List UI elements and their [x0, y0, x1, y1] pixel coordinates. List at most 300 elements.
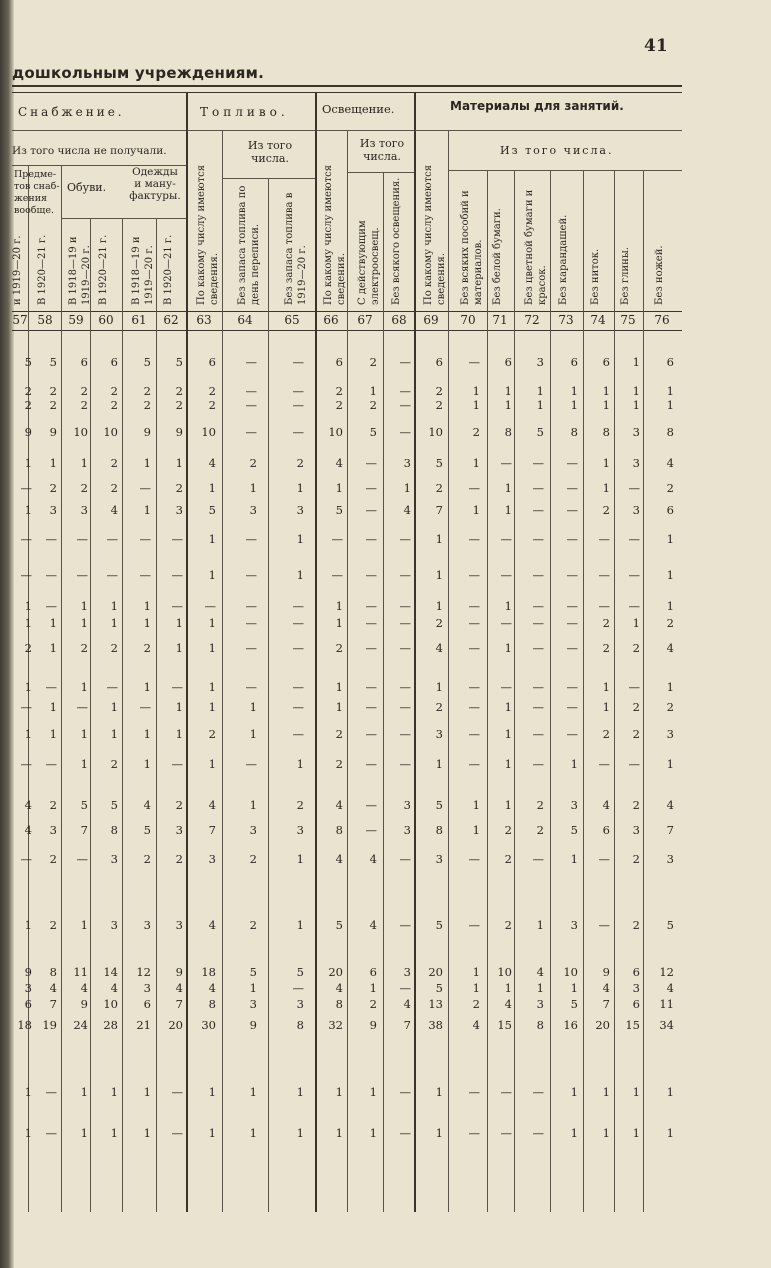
table-cell: —: [399, 981, 411, 995]
column-header-71: Без белой бумаги.: [492, 208, 503, 305]
table-cell: 2: [175, 852, 183, 866]
table-cell: —: [566, 700, 578, 714]
table-cell: 2: [143, 398, 151, 412]
table-cell: 4: [110, 503, 118, 517]
table-cell: 2: [369, 997, 377, 1011]
table-cell: —: [365, 616, 377, 630]
table-cell: 1: [80, 1126, 88, 1140]
table-cell: 1: [666, 532, 674, 546]
table-cell: 1: [296, 568, 304, 582]
table-cell: 2: [49, 852, 57, 866]
table-cell: 1: [435, 680, 443, 694]
table-cell: 7: [602, 997, 610, 1011]
table-cell: —: [399, 384, 411, 398]
table-cell: 2: [335, 727, 343, 741]
table-cell: 2: [110, 481, 118, 495]
table-cell: —: [532, 757, 544, 771]
table-cell: —: [292, 981, 304, 995]
table-cell: 1: [666, 568, 674, 582]
table-cell: 8: [335, 823, 343, 837]
table-cell: 1: [435, 568, 443, 582]
table-cell: 2: [632, 852, 640, 866]
table-cell: 1: [143, 680, 151, 694]
table-cell: 8: [536, 1018, 544, 1032]
table-cell: 6: [80, 355, 88, 369]
table-cell: 7: [80, 823, 88, 837]
table-cell: 2: [536, 798, 544, 812]
column-number: 70: [460, 313, 476, 327]
table-cell: 2: [666, 700, 674, 714]
table-cell: 2: [369, 398, 377, 412]
table-cell: —: [468, 568, 480, 582]
table-cell: 1: [570, 852, 578, 866]
table-cell: 9: [49, 425, 57, 439]
table-cell: 1: [369, 384, 377, 398]
table-cell: 2: [435, 700, 443, 714]
table-cell: 1: [472, 798, 480, 812]
table-cell: 2: [602, 727, 610, 741]
table-cell: 1: [208, 532, 216, 546]
table-cell: 3: [403, 456, 411, 470]
table-cell: —: [171, 1085, 183, 1099]
table-cell: 2: [143, 384, 151, 398]
table-cell: 1: [110, 599, 118, 613]
column-number: 71: [492, 313, 508, 327]
table-cell: —: [292, 425, 304, 439]
table-cell: —: [598, 568, 610, 582]
col-sep: [268, 178, 269, 1212]
col-sep: [222, 130, 223, 1212]
table-cell: —: [468, 599, 480, 613]
table-cell: 1: [472, 398, 480, 412]
table-cell: 1: [632, 398, 640, 412]
table-cell: 1: [435, 599, 443, 613]
table-cell: 24: [73, 1018, 88, 1032]
table-cell: —: [468, 616, 480, 630]
table-cell: 1: [504, 503, 512, 517]
table-cell: 2: [49, 798, 57, 812]
table-cell: 1: [143, 727, 151, 741]
table-cell: 4: [369, 852, 377, 866]
table-cell: 1: [80, 616, 88, 630]
table-cell: 9: [602, 965, 610, 979]
table-cell: 4: [208, 798, 216, 812]
table-cell: 4: [110, 981, 118, 995]
table-cell: 9: [24, 425, 32, 439]
table-cell: —: [365, 757, 377, 771]
table-cell: 1: [335, 680, 343, 694]
table-cell: 20: [428, 965, 443, 979]
table-cell: 1: [175, 616, 183, 630]
table-cell: 4: [602, 981, 610, 995]
table-cell: 6: [110, 355, 118, 369]
column-header-69: По какому числу имеются сведения.: [423, 164, 447, 305]
table-cell: —: [532, 568, 544, 582]
table-cell: 2: [49, 481, 57, 495]
group-subtitle-supply: Из того числа не получали.: [12, 145, 167, 157]
table-cell: 1: [110, 700, 118, 714]
table-cell: 1: [435, 1126, 443, 1140]
table-cell: —: [468, 852, 480, 866]
table-cell: 1: [143, 1085, 151, 1099]
table-cell: 2: [249, 918, 257, 932]
table-cell: 1: [24, 1126, 32, 1140]
table-cell: —: [532, 727, 544, 741]
column-header-68: Без всякого освещения.: [391, 177, 402, 305]
table-cell: —: [532, 680, 544, 694]
table-cell: —: [532, 1085, 544, 1099]
table-cell: 1: [49, 616, 57, 630]
table-cell: —: [245, 532, 257, 546]
table-cell: 28: [103, 1018, 118, 1032]
table-cell: —: [331, 568, 343, 582]
table-cell: 3: [296, 823, 304, 837]
table-cell: —: [628, 680, 640, 694]
group-title-light: Освещение.: [322, 102, 395, 116]
table-cell: 1: [602, 456, 610, 470]
table-cell: 2: [632, 798, 640, 812]
table-cell: —: [468, 1085, 480, 1099]
table-cell: —: [20, 757, 32, 771]
table-cell: 1: [296, 532, 304, 546]
table-cell: 5: [435, 918, 443, 932]
table-cell: —: [598, 757, 610, 771]
table-cell: —: [292, 599, 304, 613]
table-cell: —: [106, 680, 118, 694]
group-title-fuel: Топливо.: [200, 105, 289, 119]
column-number: 63: [196, 313, 212, 327]
table-cell: —: [45, 568, 57, 582]
table-cell: 1: [335, 599, 343, 613]
table-cell: 8: [602, 425, 610, 439]
table-cell: —: [628, 599, 640, 613]
table-cell: —: [532, 641, 544, 655]
table-cell: 2: [602, 503, 610, 517]
table-cell: 15: [497, 1018, 512, 1032]
table-cell: —: [171, 568, 183, 582]
table-cell: 8: [49, 965, 57, 979]
col-sep: [122, 218, 123, 1212]
table-cell: 2: [632, 727, 640, 741]
table-cell: 2: [80, 481, 88, 495]
table-cell: 1: [24, 727, 32, 741]
table-cell: 15: [625, 1018, 640, 1032]
table-cell: 1: [369, 1126, 377, 1140]
table-cell: 1: [504, 981, 512, 995]
separator-supply-fuel: [186, 92, 188, 1212]
table-cell: —: [468, 1126, 480, 1140]
table-cell: —: [598, 852, 610, 866]
table-cell: 2: [504, 823, 512, 837]
table-cell: 3: [403, 965, 411, 979]
table-cell: 2: [536, 823, 544, 837]
table-cell: 1: [472, 981, 480, 995]
table-cell: 2: [602, 641, 610, 655]
table-cell: 1: [24, 456, 32, 470]
table-cell: 1: [175, 641, 183, 655]
table-cell: 14: [103, 965, 118, 979]
table-cell: —: [566, 616, 578, 630]
table-cell: 6: [602, 823, 610, 837]
table-cell: —: [399, 398, 411, 412]
table-cell: —: [598, 599, 610, 613]
table-cell: 1: [472, 384, 480, 398]
table-cell: 2: [49, 384, 57, 398]
table-cell: 2: [49, 398, 57, 412]
table-cell: 1: [80, 599, 88, 613]
table-cell: —: [468, 727, 480, 741]
column-header-64: Без запаса топлива по день переписи.: [237, 185, 261, 305]
table-cell: —: [500, 532, 512, 546]
table-cell: 1: [666, 1085, 674, 1099]
table-cell: —: [532, 532, 544, 546]
table-cell: 3: [80, 503, 88, 517]
table-cell: 1: [504, 384, 512, 398]
table-cell: 2: [49, 918, 57, 932]
table-cell: 4: [472, 1018, 480, 1032]
table-cell: —: [139, 532, 151, 546]
table-cell: 6: [335, 355, 343, 369]
table-cell: 11: [659, 997, 674, 1011]
column-header-75: Без глины.: [620, 247, 631, 305]
column-header-74: Без ниток.: [590, 248, 601, 305]
header-top-rule: [12, 92, 682, 93]
table-cell: 1: [602, 384, 610, 398]
fuel-sub-rule-2: [222, 178, 315, 179]
table-cell: 2: [296, 456, 304, 470]
table-cell: 1: [249, 1126, 257, 1140]
table-cell: 3: [175, 918, 183, 932]
table-cell: —: [500, 616, 512, 630]
table-cell: 10: [563, 965, 578, 979]
table-cell: 2: [435, 398, 443, 412]
table-cell: 3: [435, 852, 443, 866]
table-cell: 2: [208, 384, 216, 398]
table-cell: 19: [42, 1018, 57, 1032]
column-number: 66: [323, 313, 339, 327]
table-cell: 1: [208, 757, 216, 771]
table-cell: 2: [335, 757, 343, 771]
table-cell: 1: [632, 1126, 640, 1140]
page-number: 41: [644, 36, 668, 56]
table-cell: —: [76, 532, 88, 546]
table-cell: 8: [208, 997, 216, 1011]
table-cell: —: [399, 568, 411, 582]
table-cell: 2: [24, 398, 32, 412]
table-cell: 1: [602, 1085, 610, 1099]
table-cell: 2: [632, 918, 640, 932]
table-cell: —: [532, 1126, 544, 1140]
table-cell: —: [292, 398, 304, 412]
table-cell: 1: [24, 918, 32, 932]
table-cell: 6: [632, 997, 640, 1011]
column-number: 58: [37, 313, 53, 327]
table-cell: 1: [504, 727, 512, 741]
table-cell: 2: [175, 384, 183, 398]
page-heading: дошкольным учреждениям.: [12, 64, 264, 82]
table-cell: 1: [296, 481, 304, 495]
column-number: 57: [12, 313, 28, 327]
table-cell: 2: [435, 481, 443, 495]
table-cell: 11: [73, 965, 88, 979]
table-cell: 7: [435, 503, 443, 517]
column-number: 75: [620, 313, 636, 327]
table-cell: 1: [175, 700, 183, 714]
table-cell: —: [292, 680, 304, 694]
table-cell: —: [45, 757, 57, 771]
table-cell: 2: [632, 641, 640, 655]
top-rule: [12, 85, 682, 87]
table-cell: 1: [570, 384, 578, 398]
table-cell: 1: [602, 1126, 610, 1140]
table-cell: 1: [536, 398, 544, 412]
table-cell: 3: [632, 981, 640, 995]
table-cell: —: [45, 1085, 57, 1099]
table-cell: 9: [249, 1018, 257, 1032]
table-cell: 1: [602, 481, 610, 495]
table-cell: 4: [369, 918, 377, 932]
table-cell: 4: [143, 798, 151, 812]
table-cell: —: [566, 481, 578, 495]
table-cell: 6: [208, 355, 216, 369]
table-cell: 2: [24, 384, 32, 398]
table-cell: 1: [208, 700, 216, 714]
table-cell: 1: [570, 1085, 578, 1099]
table-cell: 1: [296, 1126, 304, 1140]
table-cell: 2: [143, 641, 151, 655]
table-cell: 2: [249, 852, 257, 866]
table-cell: 1: [666, 384, 674, 398]
table-cell: —: [331, 532, 343, 546]
table-cell: 3: [175, 503, 183, 517]
table-cell: 3: [570, 798, 578, 812]
table-cell: 7: [403, 1018, 411, 1032]
table-cell: 8: [504, 425, 512, 439]
table-cell: 1: [143, 503, 151, 517]
table-cell: 5: [369, 425, 377, 439]
table-cell: 3: [632, 823, 640, 837]
table-cell: 5: [143, 823, 151, 837]
table-cell: 1: [296, 1085, 304, 1099]
table-cell: 2: [80, 398, 88, 412]
table-cell: 9: [24, 965, 32, 979]
table-cell: 1: [472, 965, 480, 979]
table-cell: —: [245, 680, 257, 694]
table-cell: 3: [570, 918, 578, 932]
table-cell: 1: [403, 481, 411, 495]
table-cell: 4: [403, 997, 411, 1011]
fuel-subtitle: Из того числа.: [247, 139, 293, 165]
table-cell: 2: [666, 616, 674, 630]
table-cell: 4: [24, 798, 32, 812]
table-cell: —: [171, 599, 183, 613]
table-cell: 2: [24, 641, 32, 655]
table-cell: 1: [666, 599, 674, 613]
table-cell: —: [106, 532, 118, 546]
table-cell: 2: [249, 456, 257, 470]
table-cell: 4: [49, 981, 57, 995]
table-cell: —: [399, 727, 411, 741]
supply-sub-rule: [12, 130, 186, 131]
table-cell: —: [245, 398, 257, 412]
table-cell: —: [468, 355, 480, 369]
table-cell: 2: [335, 398, 343, 412]
table-cell: 1: [570, 981, 578, 995]
table-cell: —: [365, 481, 377, 495]
table-cell: 4: [208, 918, 216, 932]
table-cell: 6: [435, 355, 443, 369]
table-cell: —: [365, 823, 377, 837]
table-cell: 7: [175, 997, 183, 1011]
table-cell: 5: [80, 798, 88, 812]
table-cell: —: [245, 616, 257, 630]
table-cell: 1: [504, 700, 512, 714]
table-cell: —: [292, 616, 304, 630]
group-title-materials: Материалы для занятий.: [450, 99, 624, 113]
materials-sub-rule: [415, 130, 682, 131]
table-cell: —: [598, 918, 610, 932]
light-sub-rule: [316, 130, 414, 131]
table-cell: 1: [24, 599, 32, 613]
table-cell: 5: [143, 355, 151, 369]
table-cell: —: [566, 680, 578, 694]
table-cell: 3: [666, 727, 674, 741]
table-cell: 3: [49, 823, 57, 837]
table-cell: —: [245, 384, 257, 398]
table-cell: —: [171, 680, 183, 694]
table-cell: 10: [428, 425, 443, 439]
table-cell: 1: [49, 700, 57, 714]
table-cell: 1: [296, 918, 304, 932]
table-cell: 1: [602, 680, 610, 694]
table-cell: 10: [328, 425, 343, 439]
table-cell: 3: [296, 997, 304, 1011]
table-cell: —: [566, 532, 578, 546]
table-cell: —: [365, 503, 377, 517]
table-cell: 4: [666, 981, 674, 995]
table-cell: —: [45, 1126, 57, 1140]
column-number: 67: [357, 313, 373, 327]
table-cell: 1: [602, 398, 610, 412]
table-cell: 2: [110, 456, 118, 470]
column-number: 61: [131, 313, 147, 327]
table-cell: 1: [143, 616, 151, 630]
table-cell: —: [365, 456, 377, 470]
table-cell: —: [171, 757, 183, 771]
table-cell: 2: [110, 398, 118, 412]
column-number: 68: [391, 313, 407, 327]
column-header-70: Без всяких пособий и материалов.: [460, 190, 484, 305]
column-header-61: В 1918—19 и 1919—20 г.: [131, 236, 155, 305]
table-cell: —: [566, 641, 578, 655]
table-cell: 3: [403, 798, 411, 812]
table-cell: 5: [435, 798, 443, 812]
table-cell: 1: [632, 384, 640, 398]
column-number: 72: [524, 313, 540, 327]
table-cell: 6: [570, 355, 578, 369]
table-cell: —: [399, 700, 411, 714]
table-cell: 5: [335, 503, 343, 517]
table-cell: 1: [249, 727, 257, 741]
table-cell: 1: [208, 1085, 216, 1099]
table-cell: 3: [632, 456, 640, 470]
table-cell: 5: [666, 918, 674, 932]
column-number: 74: [590, 313, 606, 327]
table-cell: 1: [504, 398, 512, 412]
table-cell: 1: [175, 456, 183, 470]
table-cell: 18: [17, 1018, 32, 1032]
table-cell: —: [45, 532, 57, 546]
